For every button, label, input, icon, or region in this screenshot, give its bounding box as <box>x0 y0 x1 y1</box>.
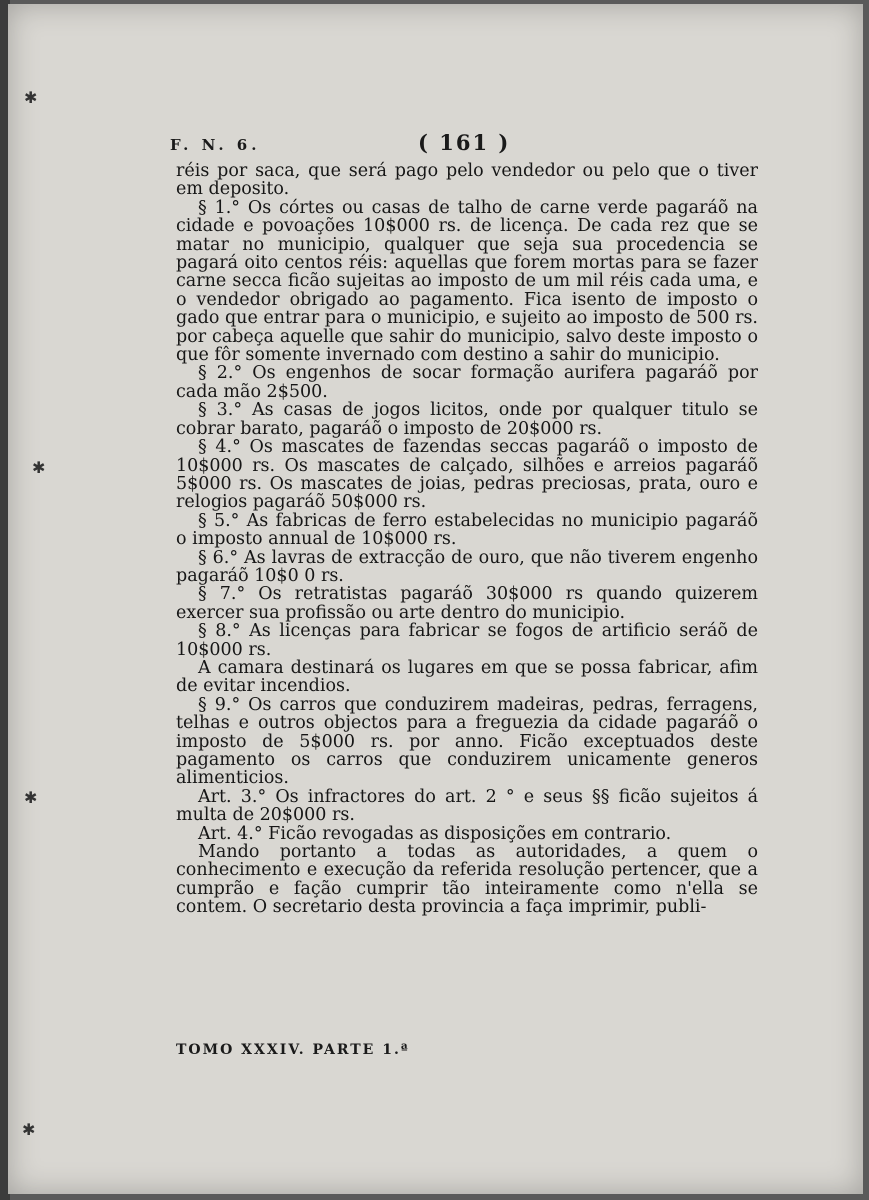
paragraph: § 5.° As fabricas de ferro estabelecidas no municipio pagaráõ o imposto annual de 10$000 rs. <box>176 510 758 550</box>
paragraph: Art. 3.° Os infractores do art. 2 ° e seus §§ ficão sujeitos á multa de 20$000 rs. <box>176 786 758 826</box>
paragraph: § 1.° Os córtes ou casas de talho de carne verde pagaráõ na cidade e povoações 10$000 rs. de licença. De cada rez que se matar no municipio, qualquer que seja sua procedencia se pagará oito centos réis: aquellas que forem mortas para se fazer carne secca ficão sujeitas ao imposto de um mil réis cada uma, e o vendedor obrigado ao pagamento. Fica isento de imposto o gado que entrar para o municipio, e sujeito ao imposto de 500 rs. por cabeça aquelle que sahir do municipio, salvo deste imposto o que fôr somente invernado com destino a sahir do municipio. <box>176 197 758 366</box>
running-head: F. N. 6. <box>170 136 261 154</box>
paragraph: A camara destinará os lugares em que se possa fabricar, afim de evitar incendios. <box>176 657 758 697</box>
page-header <box>170 130 770 158</box>
body-text <box>176 162 758 917</box>
margin-speck: ✱ <box>24 788 38 807</box>
paragraph: § 4.° Os mascates de fazendas seccas pagaráõ o imposto de 10$000 rs. Os mascates de calçado, silhões e arreios pagaráõ 5$000 rs. Os mascates de joias, pedras preciosas, prata, ouro e relogios pagaráõ 50$000 rs. <box>176 437 758 513</box>
paragraph: § 7.° Os retratistas pagaráõ 30$000 rs quando quizerem exercer sua profissão ou arte dentro do municipio. <box>176 584 758 623</box>
paragraph: § 2.° Os engenhos de socar formação aurifera pagaráõ por cada mão 2$500. <box>176 363 758 402</box>
margin-speck: ✱ <box>24 88 38 107</box>
paragraph: § 3.° As casas de jogos licitos, onde por qualquer titulo se cobrar barato, pagaráõ o imposto de 20$000 rs. <box>176 400 758 439</box>
page-number: ( 161 ) <box>418 130 511 155</box>
paragraph: § 8.° As licenças para fabricar se fogos de artificio seráõ de 10$000 rs. <box>176 621 758 660</box>
paragraph: Mando portanto a todas as autoridades, a quem o conhecimento e execução da referida resolução pertencer, que a cumprão e fação cumprir tão inteiramente como n'ella se contem. O secretario desta provincia a faça imprimir, publi- <box>176 842 758 918</box>
paragraph: § 9.° Os carros que conduzirem madeiras, pedras, ferragens, telhas e outros objectos para a freguezia da cidade pagaráõ o imposto de 5$000 rs. por anno. Ficão exceptuados deste pagamento os carros que conduzirem unicamente generos alimenticios. <box>176 694 758 789</box>
paragraph: Art. 4.° Ficão revogadas as disposições em contrario. <box>198 823 672 844</box>
margin-speck: ✱ <box>32 458 46 477</box>
signature-mark: TOMO XXXIV. PARTE 1.ª <box>176 1042 410 1058</box>
margin-speck: ✱ <box>22 1120 36 1139</box>
paragraph: § 6.° As lavras de extracção de ouro, que não tiverem engenho pagaráõ 10$0 0 rs. <box>176 547 758 586</box>
paragraph: réis por saca, que será pago pelo vendedor ou pelo que o tiver em deposito. <box>176 161 758 200</box>
